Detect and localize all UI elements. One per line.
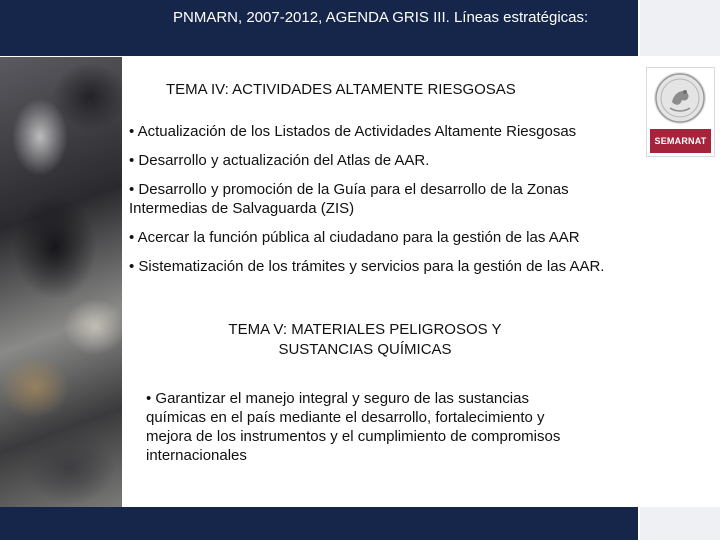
logo-label: SEMARNAT <box>650 129 711 153</box>
tema-4-title: TEMA IV: ACTIVIDADES ALTAMENTE RIESGOSAS <box>166 81 516 98</box>
footer-corner <box>640 507 720 540</box>
tema-4-bullet: • Desarrollo y actualización del Atlas de AAR. <box>129 152 430 169</box>
tema-4-bullet: • Actualización de los Listados de Actividades Altamente Riesgosas <box>129 123 577 140</box>
footer-bar <box>0 507 638 540</box>
mexican-coat-of-arms-icon <box>654 72 706 124</box>
waste-bags-photo <box>0 57 122 507</box>
header-bar <box>0 0 638 56</box>
tema-4-bullet: • Desarrollo y promoción de la Guía para el desarrollo de la Zonas Intermedias de Salvaguarda (ZIS) <box>129 181 569 217</box>
tema-4-bullet: • Sistematización de los trámites y servicios para la gestión de las AAR. <box>129 258 605 275</box>
tema-4-bullet: • Acercar la función pública al ciudadano para la gestión de las AAR <box>129 229 580 246</box>
semarnat-logo <box>646 67 715 157</box>
tema-5-bullet: • Garantizar el manejo integral y seguro de las sustancias químicas en el país mediante el desarrollo, fortalecimiento y mejora de los instrumentos y el cumplimiento de compromisos internacionales <box>146 390 561 464</box>
slide-title: PNMARN, 2007-2012, AGENDA GRIS III. Líneas estratégicas: <box>173 9 589 26</box>
header-corner <box>640 0 720 56</box>
tema-5-title: TEMA V: MATERIALES PELIGROSOS Y SUSTANCIAS QUÍMICAS <box>228 321 502 358</box>
